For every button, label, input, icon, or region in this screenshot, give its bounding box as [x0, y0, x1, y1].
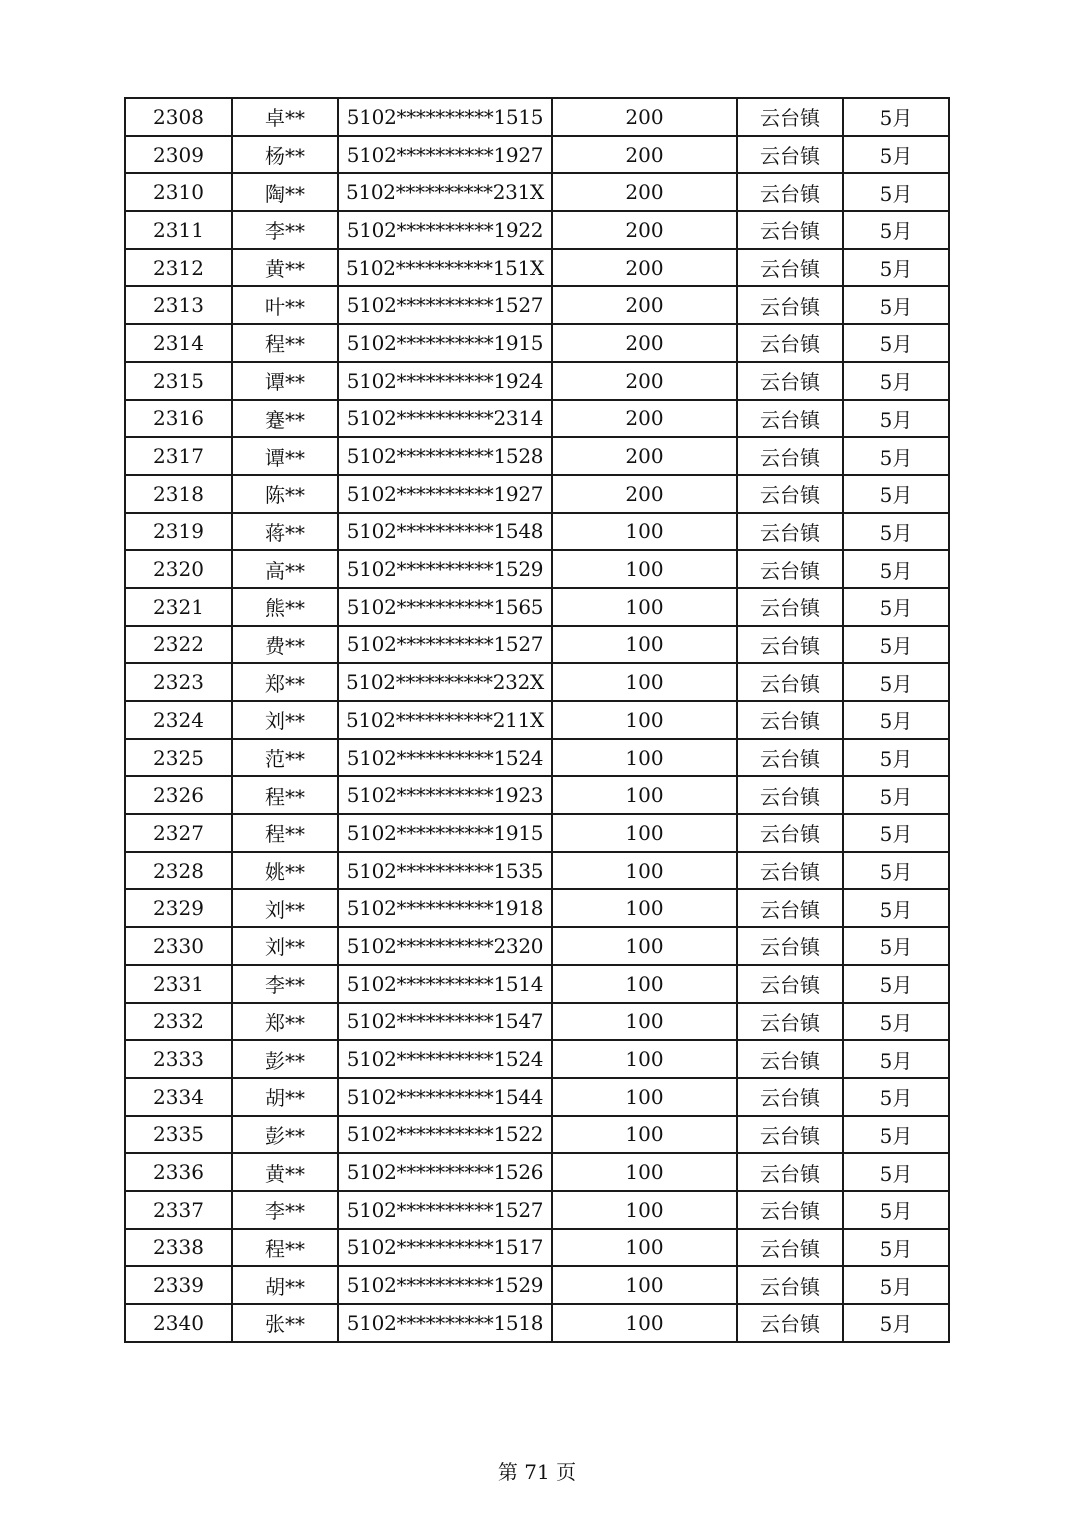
cell-name: 陈**	[232, 475, 338, 513]
cell-name: 李**	[232, 211, 338, 249]
cell-town: 云台镇	[737, 1304, 843, 1342]
cell-amount: 200	[552, 362, 737, 400]
table-row	[125, 814, 949, 852]
cell-amount: 100	[552, 1191, 737, 1229]
cell-amount: 100	[552, 1304, 737, 1342]
cell-id-number: 5102**********1517	[338, 1229, 552, 1267]
cell-amount: 100	[552, 1229, 737, 1267]
table-row	[125, 1153, 949, 1191]
cell-town: 云台镇	[737, 513, 843, 551]
table-row	[125, 852, 949, 890]
cell-name: 程**	[232, 776, 338, 814]
cell-name: 程**	[232, 814, 338, 852]
cell-name: 陶**	[232, 173, 338, 211]
cell-town: 云台镇	[737, 136, 843, 174]
cell-amount: 100	[552, 1040, 737, 1078]
table-row	[125, 475, 949, 513]
cell-town: 云台镇	[737, 1191, 843, 1229]
cell-name: 郑**	[232, 663, 338, 701]
cell-month: 5月	[843, 286, 949, 324]
cell-town: 云台镇	[737, 400, 843, 438]
cell-month: 5月	[843, 889, 949, 927]
table-row	[125, 362, 949, 400]
cell-amount: 100	[552, 626, 737, 664]
cell-amount: 200	[552, 400, 737, 438]
table-row	[125, 1191, 949, 1229]
cell-serial-number: 2328	[125, 852, 232, 890]
cell-serial-number: 2335	[125, 1116, 232, 1154]
cell-serial-number: 2334	[125, 1078, 232, 1116]
cell-id-number: 5102**********1522	[338, 1116, 552, 1154]
table-row	[125, 1229, 949, 1267]
cell-serial-number: 2313	[125, 286, 232, 324]
cell-id-number: 5102**********1548	[338, 513, 552, 551]
cell-id-number: 5102**********1565	[338, 588, 552, 626]
cell-name: 高**	[232, 550, 338, 588]
cell-name: 范**	[232, 739, 338, 777]
cell-amount: 100	[552, 927, 737, 965]
cell-id-number: 5102**********1922	[338, 211, 552, 249]
table-row	[125, 1116, 949, 1154]
table-row	[125, 286, 949, 324]
cell-name: 李**	[232, 965, 338, 1003]
cell-month: 5月	[843, 1153, 949, 1191]
cell-month: 5月	[843, 814, 949, 852]
table-row	[125, 98, 949, 136]
cell-serial-number: 2310	[125, 173, 232, 211]
cell-month: 5月	[843, 1191, 949, 1229]
cell-town: 云台镇	[737, 965, 843, 1003]
cell-name: 姚**	[232, 852, 338, 890]
cell-id-number: 5102**********1518	[338, 1304, 552, 1342]
cell-month: 5月	[843, 98, 949, 136]
cell-town: 云台镇	[737, 324, 843, 362]
cell-month: 5月	[843, 173, 949, 211]
cell-serial-number: 2324	[125, 701, 232, 739]
cell-id-number: 5102**********1915	[338, 324, 552, 362]
cell-id-number: 5102**********211X	[338, 701, 552, 739]
cell-month: 5月	[843, 739, 949, 777]
cell-serial-number: 2315	[125, 362, 232, 400]
cell-name: 谭**	[232, 437, 338, 475]
cell-name: 费**	[232, 626, 338, 664]
cell-id-number: 5102**********1547	[338, 1003, 552, 1041]
cell-serial-number: 2320	[125, 550, 232, 588]
table-row	[125, 249, 949, 287]
cell-name: 卓**	[232, 98, 338, 136]
cell-id-number: 5102**********2314	[338, 400, 552, 438]
cell-name: 彭**	[232, 1040, 338, 1078]
cell-id-number: 5102**********2320	[338, 927, 552, 965]
cell-name: 谭**	[232, 362, 338, 400]
table-row	[125, 626, 949, 664]
cell-name: 张**	[232, 1304, 338, 1342]
cell-town: 云台镇	[737, 889, 843, 927]
cell-name: 杨**	[232, 136, 338, 174]
cell-serial-number: 2333	[125, 1040, 232, 1078]
table-row	[125, 965, 949, 1003]
cell-amount: 200	[552, 437, 737, 475]
cell-id-number: 5102**********232X	[338, 663, 552, 701]
cell-serial-number: 2311	[125, 211, 232, 249]
cell-month: 5月	[843, 136, 949, 174]
table-row	[125, 1040, 949, 1078]
cell-month: 5月	[843, 475, 949, 513]
cell-month: 5月	[843, 1078, 949, 1116]
table-row	[125, 400, 949, 438]
cell-town: 云台镇	[737, 249, 843, 287]
cell-amount: 100	[552, 965, 737, 1003]
cell-town: 云台镇	[737, 98, 843, 136]
table-row	[125, 136, 949, 174]
table-row	[125, 927, 949, 965]
cell-month: 5月	[843, 249, 949, 287]
cell-id-number: 5102**********1535	[338, 852, 552, 890]
cell-town: 云台镇	[737, 475, 843, 513]
cell-name: 黄**	[232, 1153, 338, 1191]
cell-serial-number: 2321	[125, 588, 232, 626]
table-row	[125, 513, 949, 551]
table-row	[125, 739, 949, 777]
table-row	[125, 211, 949, 249]
cell-month: 5月	[843, 776, 949, 814]
cell-month: 5月	[843, 400, 949, 438]
cell-town: 云台镇	[737, 286, 843, 324]
cell-id-number: 5102**********1927	[338, 475, 552, 513]
cell-town: 云台镇	[737, 1040, 843, 1078]
cell-town: 云台镇	[737, 1266, 843, 1304]
cell-amount: 200	[552, 324, 737, 362]
table-row	[125, 1003, 949, 1041]
cell-amount: 100	[552, 588, 737, 626]
cell-id-number: 5102**********1526	[338, 1153, 552, 1191]
cell-id-number: 5102**********1514	[338, 965, 552, 1003]
cell-serial-number: 2330	[125, 927, 232, 965]
records-table	[124, 97, 950, 1343]
cell-serial-number: 2314	[125, 324, 232, 362]
table-row	[125, 1304, 949, 1342]
table-row	[125, 437, 949, 475]
table-row	[125, 173, 949, 211]
cell-serial-number: 2340	[125, 1304, 232, 1342]
cell-town: 云台镇	[737, 173, 843, 211]
cell-town: 云台镇	[737, 852, 843, 890]
cell-id-number: 5102**********1918	[338, 889, 552, 927]
cell-id-number: 5102**********1527	[338, 1191, 552, 1229]
table-row	[125, 550, 949, 588]
cell-id-number: 5102**********1515	[338, 98, 552, 136]
cell-name: 郑**	[232, 1003, 338, 1041]
cell-amount: 200	[552, 475, 737, 513]
cell-town: 云台镇	[737, 814, 843, 852]
cell-town: 云台镇	[737, 550, 843, 588]
cell-name: 李**	[232, 1191, 338, 1229]
cell-town: 云台镇	[737, 437, 843, 475]
cell-serial-number: 2329	[125, 889, 232, 927]
table-row	[125, 588, 949, 626]
page-number: 第 71 页	[497, 1460, 577, 1484]
cell-amount: 100	[552, 701, 737, 739]
cell-serial-number: 2312	[125, 249, 232, 287]
cell-id-number: 5102**********1927	[338, 136, 552, 174]
cell-town: 云台镇	[737, 362, 843, 400]
cell-month: 5月	[843, 550, 949, 588]
table-row	[125, 701, 949, 739]
cell-serial-number: 2325	[125, 739, 232, 777]
cell-amount: 200	[552, 286, 737, 324]
table-row	[125, 1266, 949, 1304]
cell-amount: 100	[552, 889, 737, 927]
cell-amount: 100	[552, 739, 737, 777]
cell-amount: 100	[552, 1266, 737, 1304]
cell-month: 5月	[843, 852, 949, 890]
cell-id-number: 5102**********231X	[338, 173, 552, 211]
cell-id-number: 5102**********1529	[338, 1266, 552, 1304]
cell-id-number: 5102**********151X	[338, 249, 552, 287]
cell-name: 熊**	[232, 588, 338, 626]
cell-name: 刘**	[232, 927, 338, 965]
cell-serial-number: 2308	[125, 98, 232, 136]
cell-amount: 100	[552, 1116, 737, 1154]
cell-month: 5月	[843, 362, 949, 400]
cell-id-number: 5102**********1923	[338, 776, 552, 814]
cell-id-number: 5102**********1524	[338, 739, 552, 777]
cell-id-number: 5102**********1527	[338, 286, 552, 324]
cell-serial-number: 2317	[125, 437, 232, 475]
cell-serial-number: 2338	[125, 1229, 232, 1267]
cell-town: 云台镇	[737, 663, 843, 701]
cell-id-number: 5102**********1924	[338, 362, 552, 400]
table-row	[125, 889, 949, 927]
table-row	[125, 663, 949, 701]
cell-town: 云台镇	[737, 1153, 843, 1191]
cell-name: 胡**	[232, 1266, 338, 1304]
cell-serial-number: 2331	[125, 965, 232, 1003]
cell-amount: 100	[552, 1153, 737, 1191]
cell-town: 云台镇	[737, 1078, 843, 1116]
cell-amount: 200	[552, 173, 737, 211]
cell-serial-number: 2316	[125, 400, 232, 438]
cell-name: 蒋**	[232, 513, 338, 551]
cell-name: 黄**	[232, 249, 338, 287]
cell-month: 5月	[843, 965, 949, 1003]
cell-id-number: 5102**********1915	[338, 814, 552, 852]
cell-serial-number: 2332	[125, 1003, 232, 1041]
cell-serial-number: 2339	[125, 1266, 232, 1304]
cell-id-number: 5102**********1527	[338, 626, 552, 664]
cell-month: 5月	[843, 437, 949, 475]
cell-town: 云台镇	[737, 927, 843, 965]
cell-serial-number: 2318	[125, 475, 232, 513]
table-row	[125, 324, 949, 362]
cell-name: 叶**	[232, 286, 338, 324]
cell-amount: 100	[552, 513, 737, 551]
cell-name: 胡**	[232, 1078, 338, 1116]
cell-serial-number: 2326	[125, 776, 232, 814]
cell-name: 蹇**	[232, 400, 338, 438]
table-row	[125, 1078, 949, 1116]
cell-serial-number: 2309	[125, 136, 232, 174]
cell-amount: 100	[552, 776, 737, 814]
cell-month: 5月	[843, 1304, 949, 1342]
cell-amount: 100	[552, 852, 737, 890]
cell-month: 5月	[843, 1116, 949, 1154]
cell-amount: 100	[552, 550, 737, 588]
cell-amount: 100	[552, 663, 737, 701]
cell-amount: 100	[552, 814, 737, 852]
cell-name: 程**	[232, 1229, 338, 1267]
cell-month: 5月	[843, 588, 949, 626]
cell-serial-number: 2319	[125, 513, 232, 551]
cell-amount: 100	[552, 1078, 737, 1116]
cell-town: 云台镇	[737, 1116, 843, 1154]
cell-town: 云台镇	[737, 1229, 843, 1267]
cell-month: 5月	[843, 324, 949, 362]
cell-month: 5月	[843, 513, 949, 551]
table-row	[125, 776, 949, 814]
cell-month: 5月	[843, 626, 949, 664]
cell-name: 彭**	[232, 1116, 338, 1154]
cell-month: 5月	[843, 1040, 949, 1078]
cell-name: 程**	[232, 324, 338, 362]
cell-month: 5月	[843, 1003, 949, 1041]
cell-amount: 200	[552, 136, 737, 174]
cell-month: 5月	[843, 663, 949, 701]
cell-town: 云台镇	[737, 588, 843, 626]
cell-town: 云台镇	[737, 776, 843, 814]
cell-month: 5月	[843, 927, 949, 965]
cell-month: 5月	[843, 701, 949, 739]
cell-amount: 100	[552, 1003, 737, 1041]
cell-serial-number: 2337	[125, 1191, 232, 1229]
cell-amount: 200	[552, 211, 737, 249]
cell-id-number: 5102**********1544	[338, 1078, 552, 1116]
cell-name: 刘**	[232, 701, 338, 739]
cell-month: 5月	[843, 1266, 949, 1304]
cell-town: 云台镇	[737, 739, 843, 777]
cell-serial-number: 2322	[125, 626, 232, 664]
cell-town: 云台镇	[737, 211, 843, 249]
cell-month: 5月	[843, 211, 949, 249]
cell-amount: 200	[552, 249, 737, 287]
cell-id-number: 5102**********1528	[338, 437, 552, 475]
cell-amount: 200	[552, 98, 737, 136]
records-body	[125, 98, 949, 1342]
cell-serial-number: 2323	[125, 663, 232, 701]
cell-serial-number: 2327	[125, 814, 232, 852]
cell-town: 云台镇	[737, 701, 843, 739]
cell-name: 刘**	[232, 889, 338, 927]
cell-month: 5月	[843, 1229, 949, 1267]
cell-id-number: 5102**********1524	[338, 1040, 552, 1078]
cell-town: 云台镇	[737, 626, 843, 664]
cell-town: 云台镇	[737, 1003, 843, 1041]
cell-serial-number: 2336	[125, 1153, 232, 1191]
cell-id-number: 5102**********1529	[338, 550, 552, 588]
